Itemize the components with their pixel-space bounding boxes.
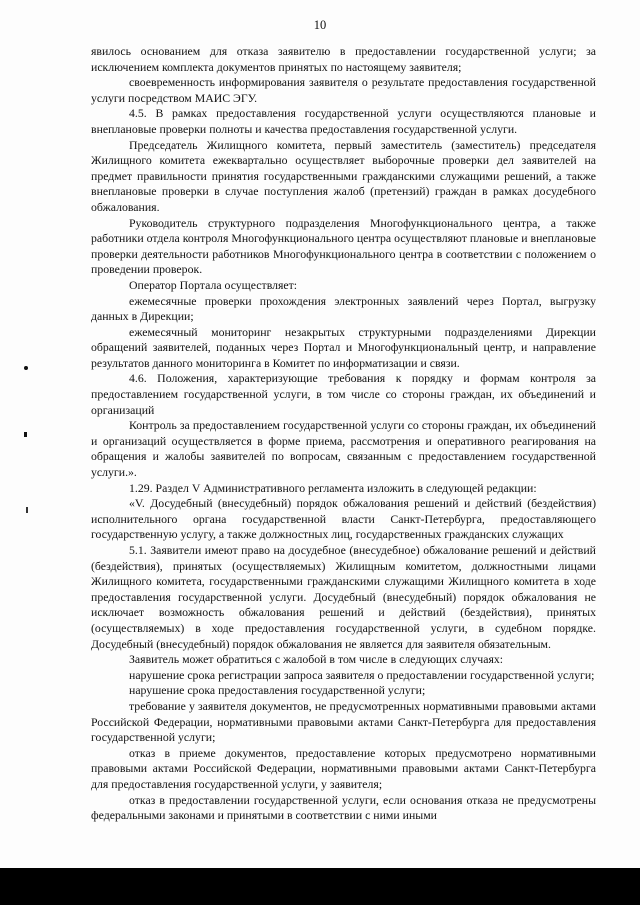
document-body bbox=[91, 44, 596, 824]
paragraph: «V. Досудебный (внесудебный) порядок обжалования решений и действий (бездействия) исполнительного органа государственной власти Санкт-Петербурга, предоставляющего государственную услугу, а также должностных лиц, государственных гражданских служащих bbox=[91, 496, 596, 542]
paragraph: Оператор Портала осуществляет: bbox=[129, 277, 298, 292]
paragraph: своевременность информирования заявителя о результате предоставления государственной услуги посредством МАИС ЭГУ. bbox=[91, 75, 596, 105]
paragraph: нарушение срока предоставления государственной услуги; bbox=[129, 683, 426, 698]
scan-speck-tick bbox=[24, 432, 27, 437]
paragraph: 5.1. Заявители имеют право на досудебное (внесудебное) обжалование решений и действий (бездействия), принятых (осуществляемых) Жилищным комитетом, должностными лицами Жилищного комитета, государственными гражданскими служащими Жилищного комитета в ходе предоставления государственной услуги. Досудебный (внесудебный) порядок обжалования не исключает возможность обжалования решений и действий (бездействия), принятых (осуществляемых) в ходе предоставления государственной услуги, в судебном порядке. Досудебный (внесудебный) порядок обжалования не является для заявителя обязательным. bbox=[91, 543, 596, 651]
paragraph: Руководитель структурного подразделения Многофункционального центра, а также работники отдела контроля Многофункционального центра осуществляют плановые и внеплановые проверки деятельности работников Многофункционального центра в соответствии с положением о проведении проверок. bbox=[91, 215, 596, 277]
paragraph: 4.6. Положения, характеризующие требования к порядку и формам контроля за предоставлением государственной услуги, в том числе со стороны граждан, их объединений и организаций bbox=[91, 371, 596, 417]
paragraph: ежемесячный мониторинг незакрытых структурными подразделениями Дирекции обращений заявителей, поданных через Портал и Многофункциональный центр, и направление результатов данного мониторинга в Комитет по информатизации и связи. bbox=[91, 324, 596, 370]
paragraph: 1.29. Раздел V Административного регламента изложить в следующей редакции: bbox=[129, 480, 537, 495]
paragraph: Заявитель может обратиться с жалобой в том числе в следующих случаях: bbox=[129, 652, 504, 667]
paragraph: отказ в предоставлении государственной услуги, если основания отказа не предусмотрены федеральными законами и принятыми в соответствии с ними иными bbox=[91, 792, 596, 823]
paragraph: ежемесячные проверки прохождения электронных заявлений через Портал, выгрузку данных в Дирекции; bbox=[91, 293, 596, 324]
paragraph: 4.5. В рамках предоставления государственной услуги осуществляются плановые и внеплановые проверки полноты и качества предоставления государственной услуги. bbox=[91, 106, 596, 136]
paragraph: нарушение срока регистрации запроса заявителя о предоставлении государственной услуги; bbox=[129, 667, 595, 682]
paragraph: Контроль за предоставлением государственной услуги со стороны граждан, их объединений и организаций осуществляется в форме приема, рассмотрения и оперативного реагирования на обращения и жалобы заявителей по вопросам, связанным с предоставлением государственной услуги.». bbox=[91, 418, 596, 480]
scan-speck-mark bbox=[26, 507, 28, 513]
paragraph: явилось основанием для отказа заявителю в предоставлении государственной услуги; за исключением комплекта документов принятых по настоящему заявителя; bbox=[91, 44, 596, 74]
paragraph: требование у заявителя документов, не предусмотренных нормативными правовыми актами Российской Федерации, нормативными правовыми актами Санкт-Петербурга для предоставления государственной услуги; bbox=[91, 698, 596, 745]
paragraph: Председатель Жилищного комитета, первый заместитель (заместитель) председателя Жилищного комитета ежеквартально осуществляет выборочные проверки дел заявителей на предмет правильности принятия государственными гражданскими служащими решений, а также внеплановые проверки в случае поступления жалоб (претензий) граждан в рамках досудебного обжалования. bbox=[91, 137, 596, 214]
paragraph: отказ в приеме документов, предоставление которых предусмотрено нормативными правовыми актами Российской Федерации, нормативными правовыми актами Санкт-Петербурга для предоставления государственной услуги, у заявителя; bbox=[91, 745, 596, 791]
page-number: 10 bbox=[313, 18, 327, 32]
scan-speck-dot bbox=[24, 366, 28, 370]
scan-bottom-border bbox=[0, 868, 640, 905]
